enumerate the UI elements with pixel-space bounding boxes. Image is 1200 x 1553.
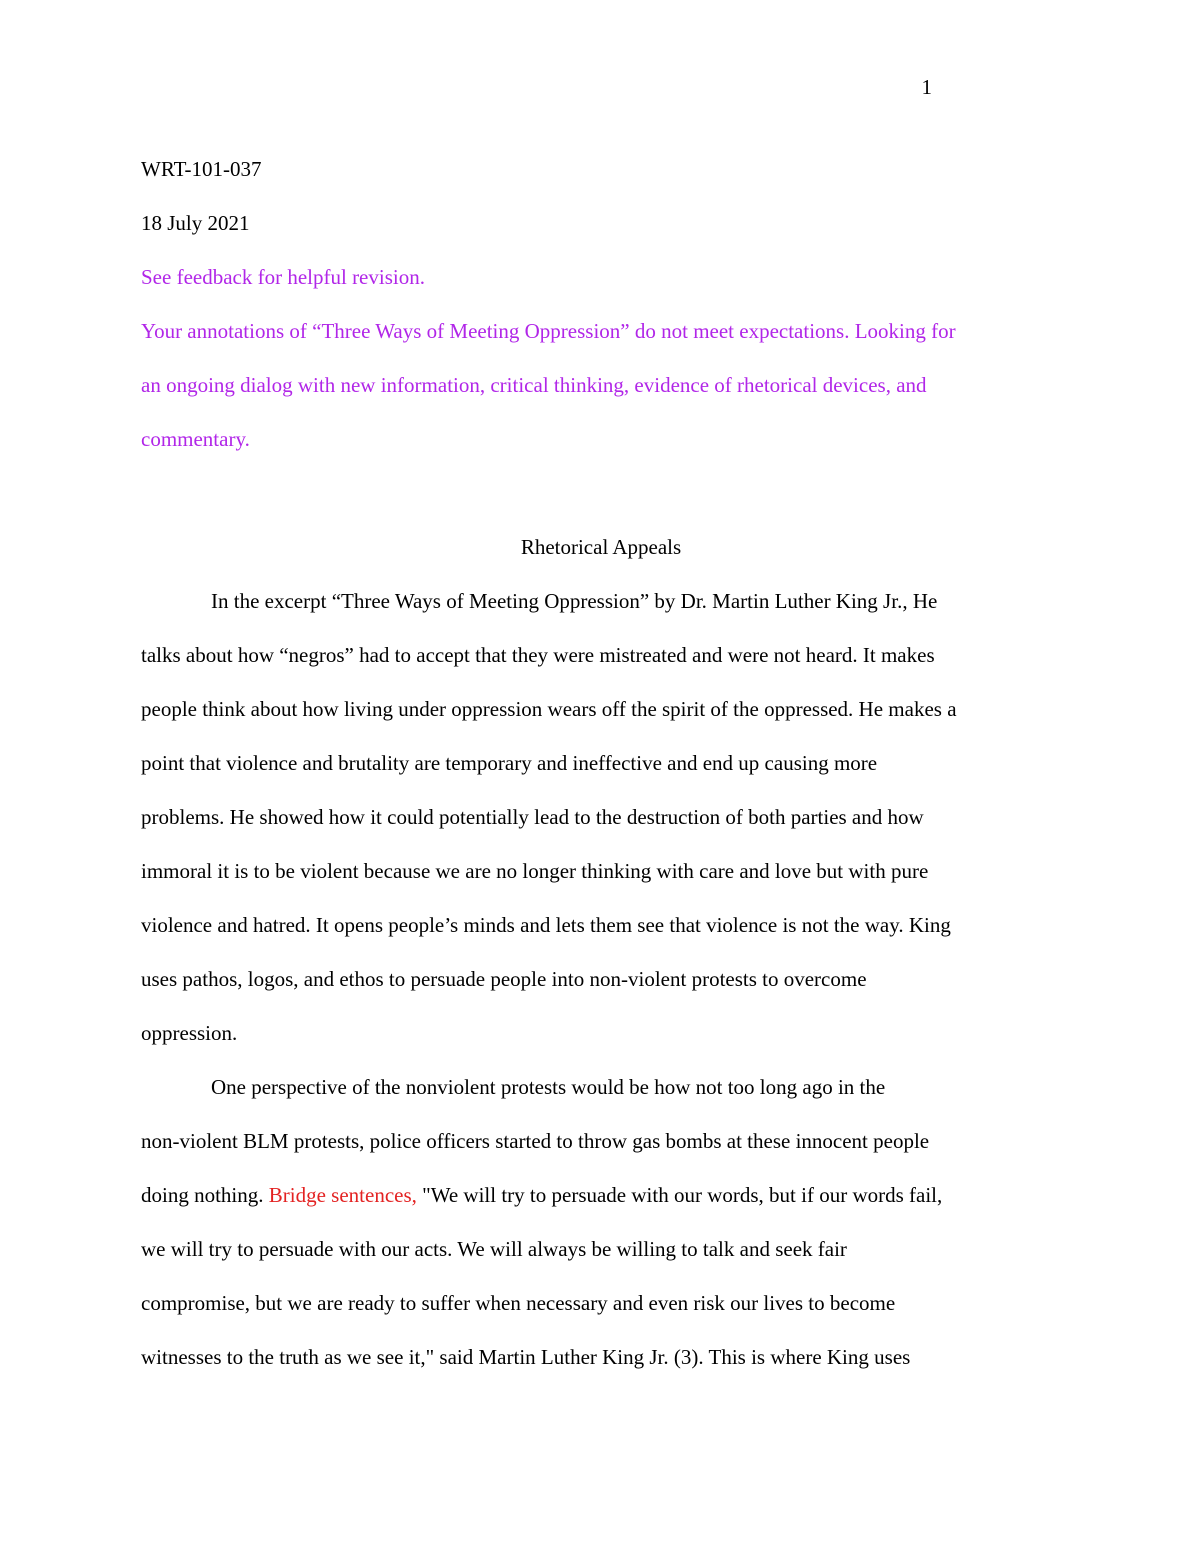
page-number: 1 xyxy=(921,75,932,99)
paragraph-1-line: talks about how “negros” had to accept that they were mistreated and were not heard. It makes xyxy=(141,643,935,667)
paragraph-2-line: compromise, but we are ready to suffer when necessary and even risk our lives to become xyxy=(141,1291,896,1315)
paragraph-2-line: One perspective of the nonviolent protests would be how not too long ago in the xyxy=(211,1075,886,1099)
paragraph-1-line: oppression. xyxy=(141,1021,238,1045)
paragraph-1-line: violence and hatred. It opens people’s minds and lets them see that violence is not the way. King xyxy=(141,913,951,937)
feedback-comment-line-3: commentary. xyxy=(141,427,250,451)
paragraph-2-quote-start: "We will try to persuade with our words, but if our words fail, xyxy=(416,1183,943,1207)
paragraph-2-line: witnesses to the truth as we see it," said Martin Luther King Jr. (3). This is where King uses xyxy=(141,1345,911,1369)
paragraph-1-line: immoral it is to be violent because we are no longer thinking with care and love but with pure xyxy=(141,859,929,883)
paragraph-1 xyxy=(141,574,1061,1060)
feedback-comment-line-2: an ongoing dialog with new information, critical thinking, evidence of rhetorical devices, and xyxy=(141,373,927,397)
paragraph-2-line: we will try to persuade with our acts. We will always be willing to talk and seek fair xyxy=(141,1237,847,1261)
spacer xyxy=(141,466,1061,520)
paragraph-1-line: people think about how living under oppression wears off the spirit of the oppressed. He makes a xyxy=(141,697,957,721)
paragraph-1-line: point that violence and brutality are temporary and ineffective and end up causing more xyxy=(141,751,878,775)
paragraph-1-line: In the excerpt “Three Ways of Meeting Oppression” by Dr. Martin Luther King Jr., He xyxy=(211,589,938,613)
document-body xyxy=(141,142,1061,1384)
course-code: WRT-101-037 xyxy=(141,157,262,181)
paragraph-2-line: non-violent BLM protests, police officers started to throw gas bombs at these innocent people xyxy=(141,1129,930,1153)
paragraph-2-line xyxy=(141,1168,1061,1222)
document-date: 18 July 2021 xyxy=(141,211,250,235)
paragraph-1-line: uses pathos, logos, and ethos to persuade people into non-violent protests to overcome xyxy=(141,967,867,991)
paragraph-2 xyxy=(141,1060,1061,1384)
feedback-summary: See feedback for helpful revision. xyxy=(141,265,425,289)
feedback-inline-bridge-sentences: Bridge sentences, xyxy=(268,1183,417,1207)
paragraph-2-text: doing nothing. xyxy=(141,1183,269,1207)
paragraph-1-line: problems. He showed how it could potentially lead to the destruction of both parties and how xyxy=(141,805,924,829)
feedback-comment-line-1: Your annotations of “Three Ways of Meeting Oppression” do not meet expectations. Looking for xyxy=(141,319,956,343)
essay-title: Rhetorical Appeals xyxy=(520,535,682,559)
